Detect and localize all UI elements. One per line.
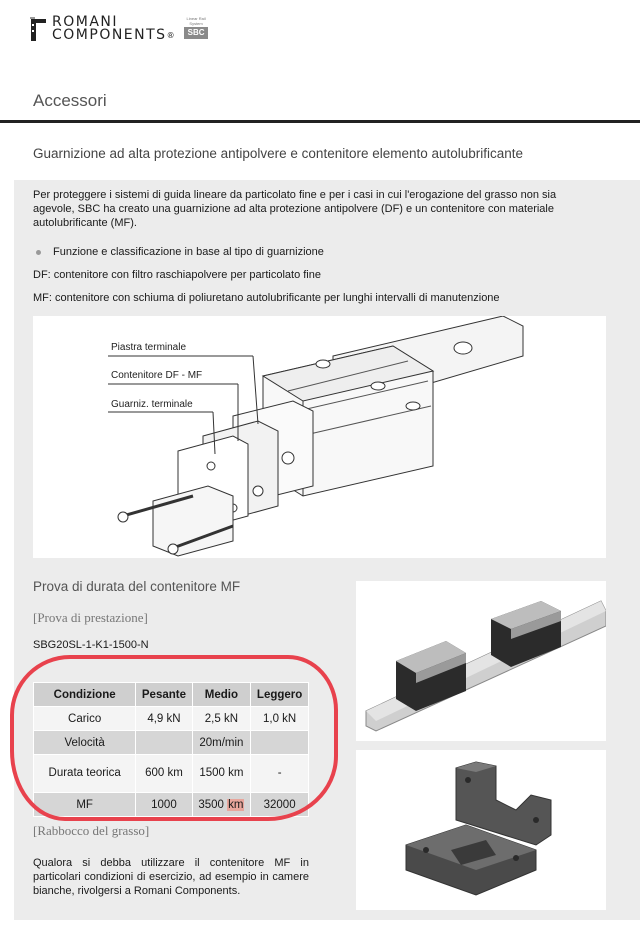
- mf-medio-value: 3500: [198, 798, 224, 811]
- title-rule: [0, 120, 640, 123]
- mf-description: MF: contenitore con schiuma di poliuretano autolubrificante per lunghi intervalli di manutenzione: [33, 292, 500, 304]
- table-header-row: [34, 683, 309, 707]
- table-cell: 4,9 kN: [136, 707, 192, 731]
- table-row-mf: [34, 793, 309, 817]
- table-cell: Durata teorica: [34, 755, 136, 793]
- df-description: DF: contenitore con filtro raschiapolvere per particolato fine: [33, 269, 321, 281]
- table-cell: [192, 793, 251, 817]
- brand-logo: [28, 16, 208, 44]
- performance-table: [33, 682, 309, 817]
- table-cell: -: [251, 755, 309, 793]
- label-end-seal: Guarniz. terminale: [111, 399, 193, 410]
- grease-heading: [Rabbocco del grasso]: [33, 823, 150, 838]
- outro-paragraph: Qualora si debba utilizzare il contenitore MF in particolari condizioni di esercizio, ad esempio in camere bianche, rivolgersi a Romani Components.: [33, 857, 309, 897]
- sbc-badge-top: Linear Rail System: [186, 16, 206, 26]
- intro-paragraph: Per proteggere i sistemi di guida lineare da particolato fine e per i casi in cui l'erogazione del grasso non sia agevole, SBC ha creato una guarnizione ad alta protezione antipolvere (DF) e un contenitore con materiale autolubrificante (MF).: [33, 189, 557, 229]
- mf-container-photo: [356, 750, 606, 910]
- table-row-velocita: [34, 731, 309, 755]
- table-cell: [136, 731, 192, 755]
- bullet-item: [33, 246, 324, 258]
- brand-name: [52, 16, 176, 42]
- brand-line2: COMPONENTS: [52, 27, 167, 43]
- performance-heading: [Prova di prestazione]: [33, 610, 148, 625]
- table-cell: 1000: [136, 793, 192, 817]
- header-medio: Medio: [192, 683, 251, 707]
- table-row-carico: [34, 707, 309, 731]
- header-condizione: Condizione: [34, 683, 136, 707]
- table-cell: Carico: [34, 707, 136, 731]
- header-leggero: Leggero: [251, 683, 309, 707]
- table-cell: 1500 km: [192, 755, 251, 793]
- bullet-dot-icon: [36, 250, 41, 255]
- rail-carriages-illustration: [356, 581, 606, 741]
- table-cell: Velocità: [34, 731, 136, 755]
- bullet-text: Funzione e classificazione in base al tipo di guarnizione: [53, 246, 324, 258]
- brand-line2-wrap: [52, 29, 176, 42]
- section-title: Accessori: [33, 91, 107, 110]
- label-end-plate: Piastra terminale: [111, 342, 187, 353]
- table-cell: 600 km: [136, 755, 192, 793]
- sbc-badge: [184, 16, 208, 42]
- mf-medio-unit: km: [228, 798, 244, 811]
- table-cell: 20m/min: [192, 731, 251, 755]
- brand-line1: ROMANI: [52, 14, 119, 30]
- table-cell: 32000: [251, 793, 309, 817]
- sbc-badge-label: SBC: [184, 27, 208, 39]
- table-cell: 1,0 kN: [251, 707, 309, 731]
- header-pesante: Pesante: [136, 683, 192, 707]
- table-cell: 2,5 kN: [192, 707, 251, 731]
- table-cell: [251, 731, 309, 755]
- brand-reg-mark: ®: [166, 31, 177, 40]
- page-subtitle: Guarnizione ad alta protezione antipolvere e contenitore elemento autolubrificante: [33, 146, 524, 161]
- label-df-mf-container: Contenitore DF - MF: [111, 370, 203, 381]
- table-row-durata: [34, 755, 309, 793]
- rail-photo: [356, 581, 606, 741]
- table-cell: MF: [34, 793, 136, 817]
- mf-containers-illustration: [356, 750, 606, 910]
- test-heading: Prova di durata del contenitore MF: [33, 579, 241, 594]
- seal-diagram: [33, 316, 606, 558]
- model-code: SBG20SL-1-K1-1500-N: [33, 639, 149, 651]
- logo-mark-icon: [28, 16, 50, 44]
